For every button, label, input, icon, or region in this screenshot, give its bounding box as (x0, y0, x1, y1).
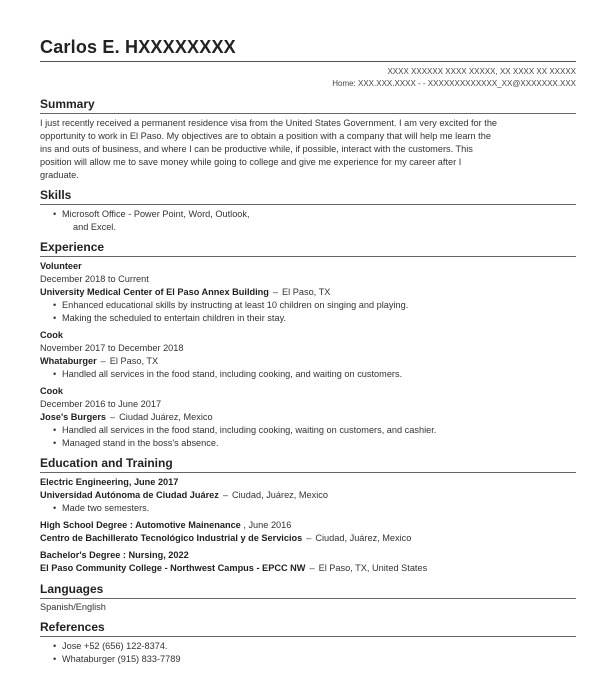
degree-name: High School Degree (40, 520, 128, 530)
school-line (40, 489, 328, 501)
job-bullet: • Handled all services in the food stand, including cooking, waiting on customers, and cashier. (62, 424, 436, 436)
school-line (40, 532, 411, 544)
summary-line: I just recently received a permanent residence visa from the United States Government. I am very excited for the (40, 118, 498, 128)
degree-date: , 2022 (163, 550, 189, 560)
job-location: Ciudad Juárez, Mexico (119, 412, 213, 422)
job-employer: Jose's Burgers (40, 412, 107, 422)
summary-line: opportunity to work in El Paso. My objectives are to obtain a position with a company that will help me learn the (40, 131, 491, 141)
summary-line: graduate. (40, 170, 79, 180)
school-name: Centro de Bachillerato Tecnológico Industrial y de Servicios (40, 533, 303, 543)
job-employer-line (40, 355, 158, 367)
experience-heading: Experience (40, 240, 105, 254)
separator-dash: – (100, 356, 106, 366)
separator-dash: – (110, 412, 116, 422)
separator-dash: – (272, 287, 279, 297)
summary-line: position will allow me to save money while going to college and give me experience for my career after I (40, 157, 462, 167)
degree-name: Electric Engineering (40, 477, 129, 487)
degree-field: : Automotive Mainenance (127, 520, 244, 530)
skills-divider (40, 204, 576, 205)
job-employer-line (40, 286, 330, 298)
job-title: Cook (40, 330, 63, 340)
experience-divider (40, 256, 576, 257)
job-dates: December 2018 to Current (40, 274, 149, 284)
job-dates: November 2017 to December 2018 (40, 343, 184, 353)
skills-heading: Skills (40, 188, 72, 202)
education-note: • Made two semesters. (62, 502, 149, 514)
school-location: El Paso, TX, United States (318, 563, 428, 573)
job-bullet: • Making the scheduled to entertain children in their stay. (62, 312, 286, 324)
degree-line (40, 476, 178, 488)
languages-heading: Languages (40, 582, 104, 596)
languages-divider (40, 598, 576, 599)
degree-line (40, 549, 189, 561)
summary-heading: Summary (40, 97, 95, 111)
summary-divider (40, 113, 576, 114)
job-title: Cook (40, 386, 63, 396)
separator-dash: – (306, 533, 312, 543)
separator-dash: – (309, 563, 315, 573)
name-divider (40, 61, 576, 62)
school-location: Ciudad, Juárez, Mexico (231, 490, 328, 500)
school-name: Universidad Autónoma de Ciudad Juárez (40, 490, 219, 500)
job-dates: December 2016 to June 2017 (40, 399, 162, 409)
separator-dash: – (222, 490, 228, 500)
reference-item: • Whataburger (915) 833-7789 (62, 653, 181, 665)
degree-date: , June 2017 (128, 477, 179, 487)
school-line (40, 562, 427, 574)
job-employer-line (40, 411, 213, 423)
skill-item-continued: and Excel. (73, 222, 116, 232)
contact-address: XXXX XXXXXX XXXX XXXXX, XX XXXX XX XXXXX (387, 67, 576, 76)
contact-phone-email: Home: XXX.XXX.XXXX - - XXXXXXXXXXXXX_XX@XXXXXXX.XXX (332, 79, 576, 88)
job-bullet: • Handled all services in the food stand, including cooking, and waiting on customers. (62, 368, 402, 380)
references-heading: References (40, 620, 105, 634)
skill-item: • Microsoft Office - Power Point, Word, Outlook, (62, 208, 250, 220)
summary-line: ins and outs of business, and where I can be productive while, if possible, interact with the customers. This (40, 144, 473, 154)
references-divider (40, 636, 576, 637)
job-location: El Paso, TX (109, 356, 159, 366)
degree-line (40, 519, 291, 531)
education-heading: Education and Training (40, 456, 173, 470)
job-title: Volunteer (40, 261, 82, 271)
job-bullet: • Managed stand in the boss's absence. (62, 437, 219, 449)
job-location: El Paso, TX (282, 287, 331, 297)
degree-name: Bachelor's Degree (40, 550, 121, 560)
school-name: El Paso Community College - Northwest Campus - EPCC NW (40, 563, 306, 573)
reference-item: • Jose +52 (656) 122-8374. (62, 640, 167, 652)
degree-field: : Nursing (120, 550, 164, 560)
school-location: Ciudad, Juárez, Mexico (315, 533, 412, 543)
degree-date: , June 2016 (243, 520, 292, 530)
education-divider (40, 472, 576, 473)
job-bullet: • Enhanced educational skills by instructing at least 10 children on singing and playing. (62, 299, 408, 311)
candidate-name: Carlos E. HXXXXXXXX (40, 37, 236, 57)
job-employer: University Medical Center of El Paso Annex Building (40, 287, 269, 297)
job-employer: Whataburger (40, 356, 97, 366)
languages-text: Spanish/English (40, 602, 106, 612)
